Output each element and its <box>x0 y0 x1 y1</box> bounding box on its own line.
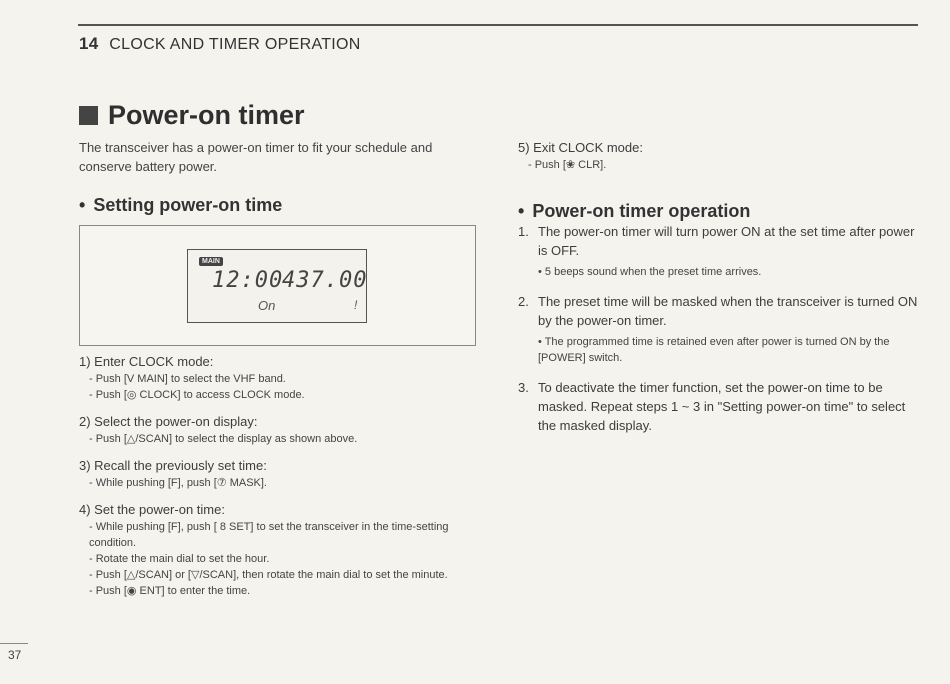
step-title: 3) Recall the previously set time: <box>79 458 267 473</box>
list-item <box>518 292 918 366</box>
intro-paragraph: The transceiver has a power-on timer to fit your schedule and conserve battery power. <box>79 140 433 174</box>
step-5 <box>518 139 918 173</box>
lcd-illustration <box>79 225 476 346</box>
step-title: 4) Set the power-on time: <box>79 502 225 517</box>
step-sub: - Push [◉ ENT] to enter the time. <box>89 585 251 597</box>
step-sub: - While pushing [F], push [⑦ MASK]. <box>89 477 267 489</box>
lcd-frequency: 437.00 <box>282 268 368 293</box>
item-note: • 5 beeps sound when the preset time arrives. <box>538 266 762 278</box>
left-subhead <box>79 195 282 216</box>
lcd-time: 12:00 <box>212 268 284 293</box>
step-4 <box>79 501 484 599</box>
item-number: 1. <box>518 224 529 239</box>
lcd-display <box>187 249 367 323</box>
step-sub: - Rotate the main dial to set the hour. <box>89 553 270 565</box>
lcd-main-indicator: MAIN <box>199 257 223 266</box>
step-title: 1) Enter CLOCK mode: <box>79 354 214 369</box>
section-title-text: Power-on timer <box>108 100 305 130</box>
item-text: The preset time will be masked when the transceiver is turned ON by the power-on timer. <box>538 294 918 328</box>
right-subhead-text: Power-on timer operation <box>532 201 751 221</box>
step-3 <box>79 457 484 491</box>
item-number: 2. <box>518 294 529 309</box>
step-title: 2) Select the power-on display: <box>79 414 258 429</box>
section-title <box>79 100 305 131</box>
bullet-icon: • <box>518 201 525 221</box>
item-text: To deactivate the timer function, set the power-on time to be masked. Repeat steps 1 ~ 3 in "Setting power-on time" to select the masked display. <box>538 380 906 433</box>
left-subhead-text: Setting power-on time <box>93 195 283 215</box>
page-number-rule <box>0 643 28 644</box>
step-title: 5) Exit CLOCK mode: <box>518 140 643 155</box>
item-text: The power-on timer will turn power ON at the set time after power is OFF. <box>538 224 915 258</box>
lcd-channel: ! <box>354 298 358 312</box>
step-1 <box>79 353 484 403</box>
step-sub: - Push [❀ CLR]. <box>528 159 607 171</box>
chapter-header <box>79 34 361 54</box>
bullet-icon: • <box>79 195 86 215</box>
right-items <box>518 222 918 447</box>
step-sub: - Push [△/SCAN] to select the display as shown above. <box>89 433 358 445</box>
left-steps <box>79 353 484 609</box>
item-note: • The programmed time is retained even after power is turned ON by the [POWER] switch. <box>538 336 890 364</box>
step-sub: - Push [◎ CLOCK] to access CLOCK mode. <box>89 389 305 401</box>
step-sub: - Push [V MAIN] to select the VHF band. <box>89 373 286 385</box>
page-number: 37 <box>8 648 22 662</box>
square-bullet-icon <box>79 106 98 125</box>
list-item <box>518 222 918 280</box>
right-subhead <box>518 201 750 222</box>
list-item <box>518 378 918 435</box>
step-2 <box>79 413 484 447</box>
chapter-number: 14 <box>79 34 99 53</box>
lcd-status: On <box>258 298 276 313</box>
chapter-title: CLOCK AND TIMER OPERATION <box>109 36 361 53</box>
step-sub: - Push [△/SCAN] or [▽/SCAN], then rotate the main dial to set the minute. <box>89 569 448 581</box>
item-number: 3. <box>518 380 529 395</box>
step-sub: - While pushing [F], push [ 8 SET] to set the transceiver in the time-setting condition. <box>89 521 449 549</box>
top-rule <box>78 24 918 26</box>
